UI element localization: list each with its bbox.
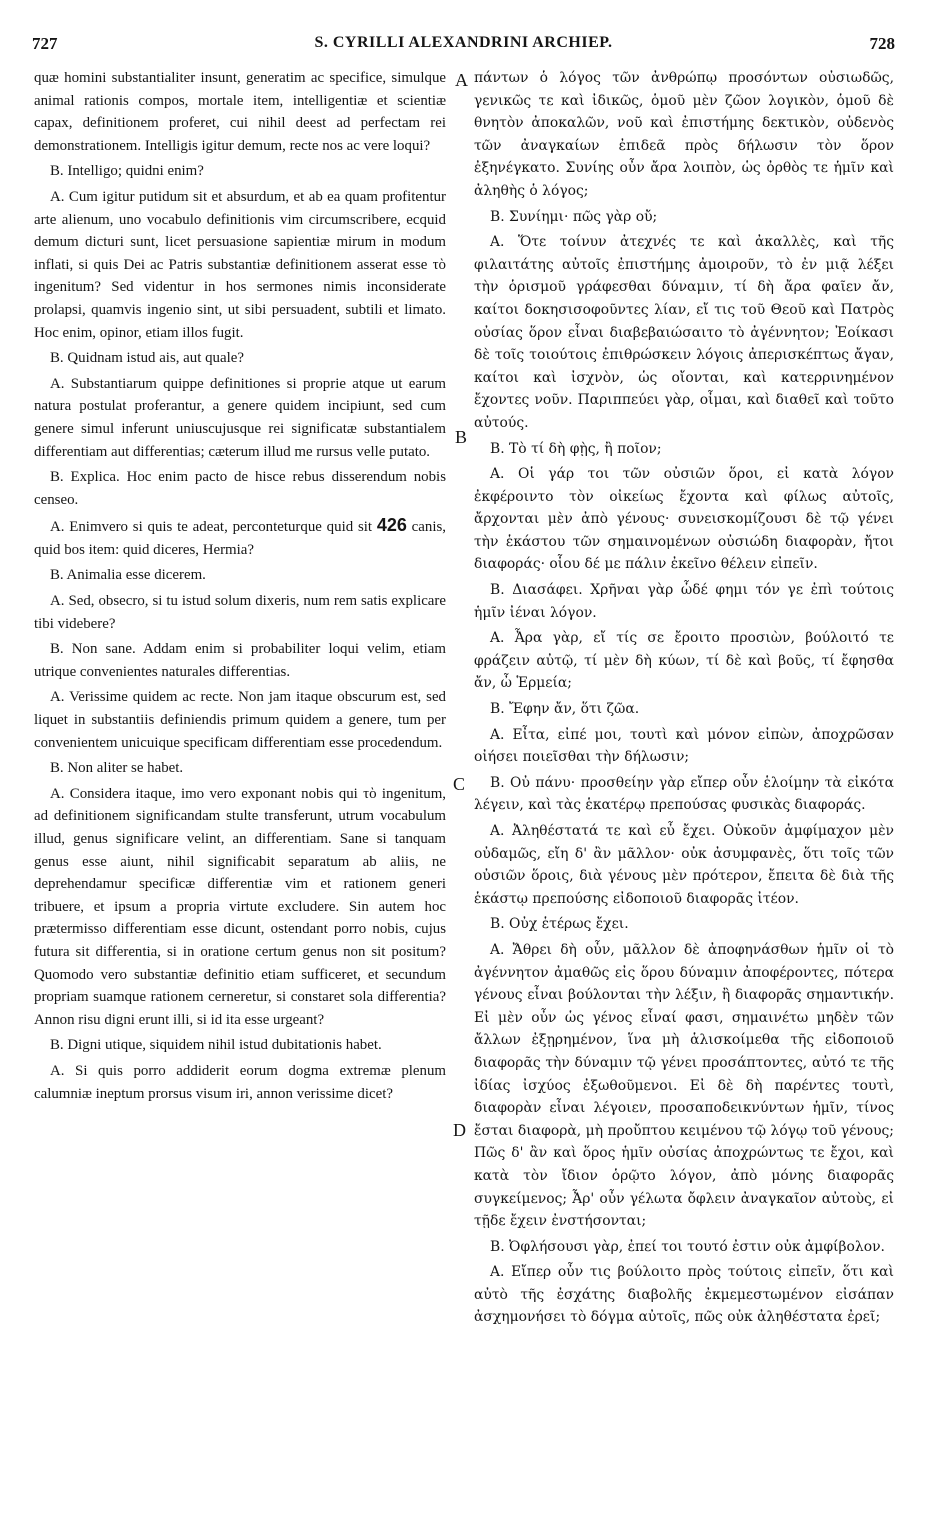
latin-paragraph: B. Non aliter se habet. [50,760,184,777]
latin-text: A. Enimvero si quis te adeat, perconteturque quid sit [50,519,373,536]
greek-paragraph: Α. Ἀληθέστατά τε καὶ εὖ ἔχει. Οὐκοῦν ἀμφίμαχον μὲν οὐδαμῶς, εἴη δ' ἂν μᾶλλον· οὐκ ἀσυμφανὲς, ὅτι τοῖς τῶν οὐσιῶν ὅροις, διὰ γένους μὲν πρότερον, ἔπειτα δὲ διὰ τῆς ἑκάστῳ πρεπούσης εἰδοποιοῦ διαφορᾶς ἰτέον. [474,823,894,907]
greek-paragraph: Β. Τὸ τί δὴ φῂς, ἢ ποῖον; [490,440,662,457]
latin-paragraph: A. Verissime quidem ac recte. Non jam itaque obscurum est, sed liquet in substantiis definiendis primum quidem a genere, tum per convenientem unicuique specificam differentiam esse procedendum. [34,689,446,751]
greek-paragraph: Α. Ἄθρει δὴ οὖν, μᾶλλον δὲ ἀποφηνάσθων ἡμῖν οἱ τὸ ἀγέννητον ἀμαθῶς εἰς ὅρου δύναμιν ἀποφέροντες, πότερα γένους εἶναι βούλονται τὴν λέξιν, ἢ διαφορᾶς σημαντικήν. Εἰ μὲν οὖν ὡς γένος εἶναί φασι, σημαινέτω μηδὲν τῶν ἄλλων ἐξῃρημένον, ἵνα μὴ ἁλισκοίμεθα τῆς εἰδοποιοῦ διαφορᾶς τὴν δύναμιν τῷ γένει προσάπτοντες, αὐτό τε τῆς ἰδίας ἰσχύος ἐξωθοῦμενοι. Εἰ δὲ δὴ παρέντες τουτὶ, διαφορὰν εἶναι λέγοιεν, προσαποδεικνύντων ἡμῖν, τίνος ἔσται διαφορὰ, μὴ προὔπτου κειμένου τῷ λόγῳ τοῦ γένους; Πῶς δ' ἂν καὶ ὅρος ἡμῖν οὐσίας ἀποχρώντως τε ἔχοι, καὶ κατὰ τὸν ἴδιον ὁρῷτο λόγον, ἀπὸ μόνης διαφορᾶς συγκείμενος; Ἆρ' οὖν γέλωτα ὄφλειν ἀναγκαῖον αὐτοὺς, εἰ τῇδε ἔχειν ἐνστήσονται; [474,941,894,1230]
latin-column [34,67,446,1108]
latin-paragraph: B. Animalia esse dicerem. [50,567,206,584]
latin-paragraph: A. Cum igitur putidum sit et absurdum, et ab ea quam profitentur arte alienum, uno vocabulo definitionis vim circumscribere, ecquid demum dicturi sunt, licet persuasione sapientiæ mirum in modum inflati, si quis Dei ac Patris substantiæ definitionem asserat esse τὸ ingenitum? Sed videntur in hos sermones nimis inconsiderate prolapsi, quamvis ingenio sint, ut sibi persuadent, subtili et limato. Hoc enim, opinor, etiam illos fugit. [34,188,446,341]
latin-paragraph: B. Explica. Hoc enim pacto de hisce rebus disserendum nobis censeo. [34,469,446,508]
latin-paragraph: B. Digni utique, siquidem nihil istud dubitationis habet. [50,1037,382,1054]
latin-paragraph: A. Sed, obsecro, si tu istud solum dixeris, num rem satis explicare tibi videbere? [34,593,446,632]
greek-paragraph: πάντων ὁ λόγος τῶν ἀνθρώπῳ προσόντων οὐσιωδῶς, γενικῶς τε καὶ ἰδικῶς, ὁμοῦ μὲν ζῶον λογικὸν, ὁμοῦ δὲ θνητὸν ἀποκαλῶν, νοῦ καὶ ἐπιστήμης δεκτικὸν, οὐδενὸς τῶν ἀναγκαίων ἐπιδεᾶ πρὸς δήλωσιν τὸν ὅρον ἐξηνέγκατο. Συνίης οὖν ἄρα λοιπὸν, ὡς ὀρθὸς τε ἡμῖν καὶ ἀληθὴς ὁ λόγος; [474,70,894,199]
greek-paragraph: Α. Ὅτε τοίνυν ἀτεχνές τε καὶ ἀκαλλὲς, καὶ τῆς φιλαιτάτης αὐτοῖς ἐπιστήμης ἀμοιροῦν, τὸ ἐν μιᾷ λέξει τὴν ὁρισμοῦ γράφεσθαι δύναμιν, τί δὴ ἄρα φαῖεν ἄν, καίτοι δοκησισοφοῦντες λίαν, εἴ τις τοῦ Θεοῦ καὶ Πατρὸς οὐσίας ὅρον εἶναι διαβεβαιώσαιτο τὸ ἀγέννητον; Ἐοίκασι δὲ τοῖς τοιούτοις ἐπιθρώσκειν λόγοις ἀπερισκέπτως ἄγαν, καίτοι καὶ ἰσχνὸν, ὡς οἴονται, καὶ κατερρινημένον ἔχοντες νοῦν. Παριππεύει γὰρ, οἶμαι, καὶ διαθεῖ καὶ τοῦτο αὐτούς. [474,234,894,431]
greek-paragraph: Α. Ἆρα γὰρ, εἴ τίς σε ἔροιτο προσιὼν, βούλοιτό τε φράζειν αὐτῷ, τί μὲν δὴ κύων, τί δὲ καὶ βοῦς, τί ἔφησθα ἄν, ὦ Ἑρμεία; [474,630,894,692]
greek-column [474,67,894,1332]
latin-paragraph: A. Si quis porro addiderit eorum dogma extremæ plenum calumniæ ineptum prorsus visum iri, annon verissime dicet? [34,1062,446,1102]
section-letter-c: C [453,774,466,794]
greek-paragraph: Β. Οὐχ ἑτέρως ἔχει. [490,916,629,933]
latin-paragraph: B. Non sane. Addam enim si probabiliter loqui velim, etiam utrique convenientes naturales differentias. [34,641,446,680]
section-letter-b: B [455,427,468,447]
latin-paragraph: B. Intelligo; quidni enim? [50,163,204,180]
latin-paragraph: quæ homini substantialiter insunt, generatim ac specifice, simulque animal rationis compos, mortale item, intelligentiæ et scientiæ capax, definitionem proferet, cui nihil deest ad perfectam rei demonstrationem. Intelligis igitur demum, recte nos ac vere loqui? [34,70,446,154]
greek-paragraph: Α. Οἱ γάρ τοι τῶν οὐσιῶν ὅροι, εἰ κατὰ λόγον ἐκφέροιντο τὸν οἰκείως ἔχοντα καὶ φίλως αὐτοῖς, ἄρχονται μὲν ἀπὸ γένους· συνεισκομίζουσι δὲ τῷ γένει τὴν ἑκάστου τῶν σημαινομένων οὐσιώδη διαφορὰν, ἤτοι διαφοράς· οἷου δέ με πάλιν ἐκεῖνο θέλειν εἰπεῖν. [474,466,894,573]
running-header [30,34,897,56]
greek-paragraph: Α. Εἶτα, εἰπέ μοι, τουτὶ καὶ μόνον εἰπὼν, ἀποχρῶσαν οἰήσει ποιεῖσθαι τὴν δήλωσιν; [474,726,894,766]
latin-paragraph: A. Substantiarum quippe definitiones si proprie atque ut earum natura postulat proferantur, a genere quidem incipiunt, sed cum genere simul inferunt uniuscujusque rei significatæ substantialem differentiam aut differentias; cæterum illud me rursus velle putato. [34,375,446,460]
running-title: S. CYRILLI ALEXANDRINI ARCHIEP. [314,34,613,51]
greek-paragraph: Β. Οὐ πάνυ· προσθείην γὰρ εἴπερ οὖν ἑλοίμην τὰ εἰκότα λέγειν, καὶ τὰς ἑκατέρῳ πρεπούσας φυσικὰς διαφοράς. [474,774,894,814]
greek-paragraph: Β. Συνίημι· πῶς γὰρ οὔ; [490,208,658,225]
greek-paragraph: Β. Ἔφην ἄν, ὅτι ζῶα. [490,701,640,718]
page-number-left: 727 [32,34,58,53]
greek-paragraph: Β. Διασάφει. Χρῆναι γὰρ ὧδέ φημι τόν γε ἐπὶ τούτοις ἡμῖν ἰέναι λόγον. [474,582,894,621]
greek-paragraph: Β. Ὀφλήσουσι γὰρ, ἐπεί τοι τουτό ἐστιν οὐκ ἀμφίβολον. [490,1238,885,1255]
column-marker: 426 [376,515,407,536]
latin-text: canis, quid bos item: quid diceres, Hermia? [34,519,446,558]
latin-paragraph: A. Considera itaque, imo vero exponant nobis qui τὸ ingenitum, ad definitionem significandam stulte transferunt, utrum vocabulum illud, genus significare velint, an differentiam. Sane si tanquam genus esse aiunt, nihil significabit separatum ab aliis, ne deprehendamur specificæ differentiæ vim et rationem generi tribuere, et ipsum a propria virtute excludere. Sin autem hoc prætermisso differentiam esse dicunt, ostendant porro nobis, cujus futura sit differentia, si in oratione certum genus non sit positum? Quomodo vero substantiæ definitio etiam sufficeret, et secundum propriam suamque rationem cerneretur, si constaret sola differentia? Annon risu digni erunt illi, si id ita esse urgeant? [34,785,446,1028]
section-letter-d: D [453,1120,466,1140]
greek-paragraph: Α. Εἴπερ οὖν τις βούλοιτο πρὸς τούτοις εἰπεῖν, ὅτι καὶ αὐτὸ τῆς ἐσχάτης διαβολῆς ἐκμεμεστωμένον εἰσάπαν ἀσχημονήσει τὸ δόγμα αὐτοῖς, πῶς οὐκ ἀληθέστατα ἐρεῖ; [474,1264,894,1326]
latin-paragraph [34,514,446,561]
section-letter-a: A [455,70,468,90]
latin-paragraph: B. Quidnam istud ais, aut quale? [50,350,244,367]
page-number-right: 728 [869,34,895,53]
